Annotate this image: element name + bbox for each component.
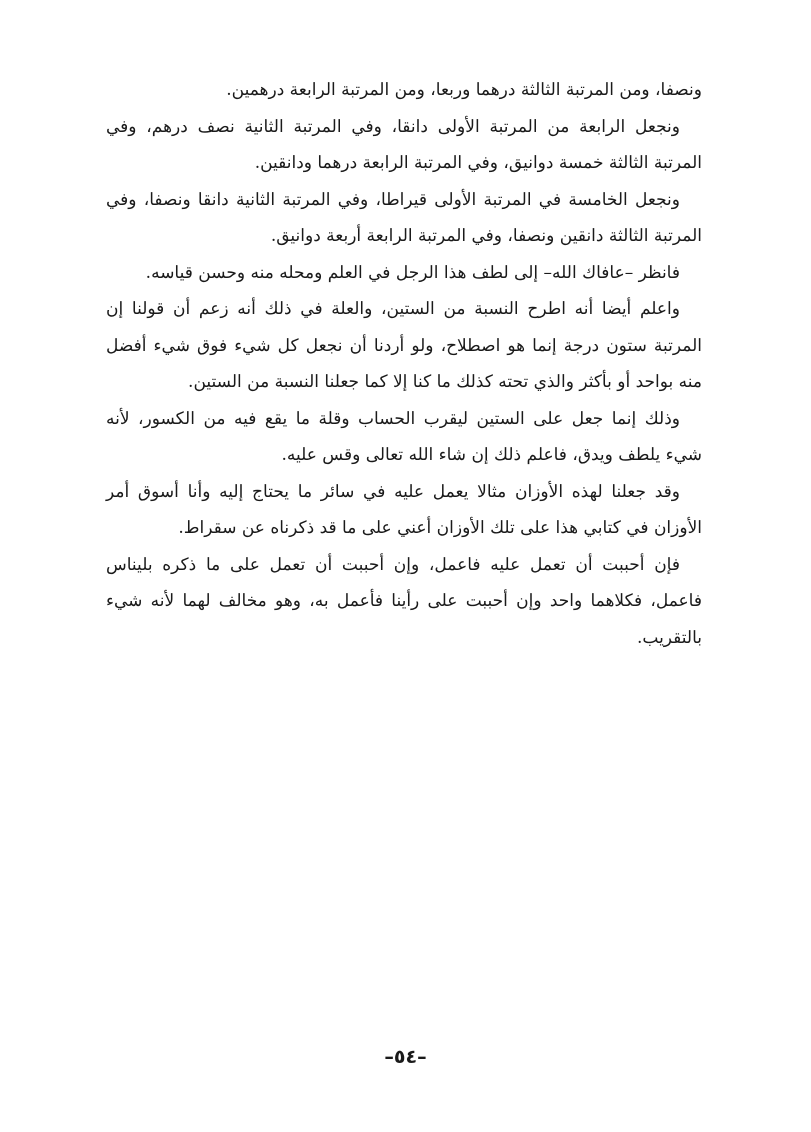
paragraph: وقد جعلنا لهذه الأوزان مثالا يعمل عليه في سائر ما يحتاج إليه وأنا أسوق أمر الأوزان في كتابي هذا على تلك الأوزان أعني على ما قد ذكرناه عن سقراط. (106, 481, 702, 538)
paragraph: وذلك إنما جعل على الستين ليقرب الحساب وقلة ما يقع فيه من الكسور، لأنه شيء يلطف ويدق، فاعلم ذلك إن شاء الله تعالى وقس عليه. (106, 408, 702, 465)
page-number: –٥٤– (384, 1046, 427, 1068)
paragraph: فإن أحببت أن تعمل عليه فاعمل، وإن أحببت أن تعمل على ما ذكره بليناس فاعمل، فكلاهما واحد وإن أحببت على رأينا فأعمل به، وهو مخالف لهما لأنه شيء بالتقريب. (106, 554, 702, 648)
body-text (106, 72, 702, 656)
paragraph: ونجعل الرابعة من المرتبة الأولى دانقا، وفي المرتبة الثانية نصف درهم، وفي المرتبة الثالثة خمسة دوانيق، وفي المرتبة الرابعة درهما ودانقين. (106, 116, 702, 173)
paragraph: واعلم أيضا أنه اطرح النسبة من الستين، والعلة في ذلك أنه زعم أن قولنا إن المرتبة ستون درجة إنما هو اصطلاح، ولو أردنا أن نجعل كل شيء فوق شيء أفضل منه بواحد أو بأكثر والذي تحته كذلك ما كنا إلا كما جعلنا النسبة من الستين. (106, 299, 702, 392)
paragraph-continuation: ونصفا، ومن المرتبة الثالثة درهما وربعا، ومن المرتبة الرابعة درهمين. (226, 80, 702, 100)
paragraph: فانظر –عافاك الله– إلى لطف هذا الرجل في العلم ومحله منه وحسن قياسه. (145, 262, 680, 283)
paragraph: ونجعل الخامسة في المرتبة الأولى قيراطا، وفي المرتبة الثانية دانقا ونصفا، وفي المرتبة الثالثة دانقين ونصفا، وفي المرتبة الرابعة أربعة دوانيق. (106, 189, 702, 246)
